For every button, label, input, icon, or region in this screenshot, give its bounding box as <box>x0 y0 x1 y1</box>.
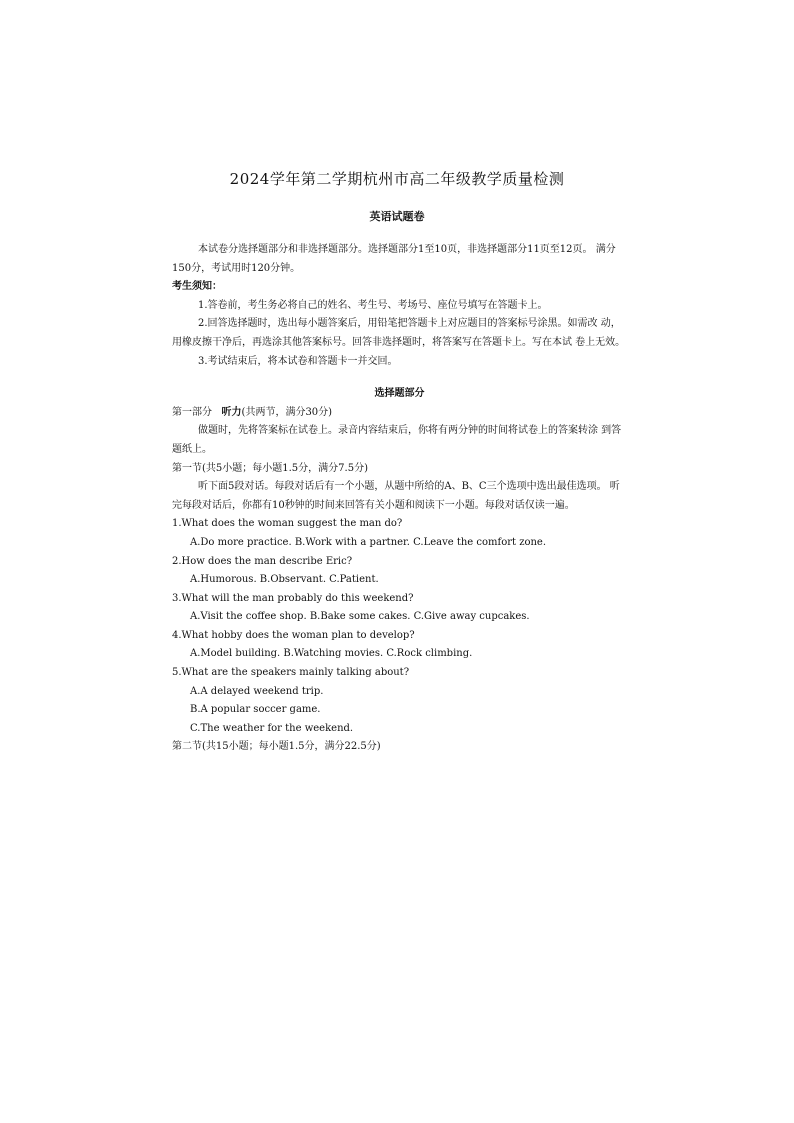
part1-suffix: (共两节，满分30分) <box>241 406 333 418</box>
question-options: A.Visit the coffee shop. B.Bake some cakes. C.Give away cupcakes. <box>190 611 530 623</box>
question-option-c: C.The weather for the weekend. <box>190 722 354 734</box>
part1-heading <box>172 404 627 423</box>
question-stem: 5.What are the speakers mainly talking about? <box>172 667 410 679</box>
question-options: A.Do more practice. B.Work with a partner. C.Leave the comfort zone. <box>190 536 547 548</box>
notice-item: 1.答卷前，考生务必将自己的姓名、考生号、考场号、座位号填写在答题卡上。 <box>198 299 548 311</box>
section1-heading: 第一节(共5小题；每小题1.5分，满分7.5分) <box>172 462 368 474</box>
notice-item: 3.考试结束后，将本试卷和答题卡一并交回。 <box>198 355 398 367</box>
question-options: A.Model building. B.Watching movies. C.Rock climbing. <box>190 648 473 660</box>
question-stem: 1.What does the woman suggest the man do? <box>172 518 403 530</box>
notice-heading: 考生须知： <box>172 281 222 293</box>
question-options: A.Humorous. B.Observant. C.Patient. <box>190 574 379 586</box>
section1-instructions: 听下面5段对话。每段对话后有一个小题，从题中所给的A、B、C三个选项中选出最佳选项。 听完每段对话后，你都有10秒钟的时间来回答有关小题和阅读下一小题。每段对话仅读一遍。 <box>172 481 620 511</box>
intro-paragraph: 本试卷分选择题部分和非选择题部分。选择题部分1至10页，非选择题部分11页至12页。 满分150分，考试用时120分钟。 <box>172 244 616 274</box>
part1-instructions: 做题时，先将答案标在试卷上。录音内容结束后，你将有两分钟的时间将试卷上的答案转涂 到答题纸上。 <box>172 425 622 455</box>
section-heading: 选择题部分 <box>374 388 425 400</box>
question-option-b: B.A popular soccer game. <box>190 704 321 716</box>
notice-item: 2.回答选择题时，选出每小题答案后，用铅笔把答题卡上对应题目的答案标号涂黑。如需改 动，用橡皮擦干净后，再选涂其他答案标号。回答非选择题时，将答案写在答题卡上。写在本试 卷上无效。 <box>172 318 626 348</box>
section2-heading: 第二节(共15小题；每小题1.5分，满分22.5分) <box>172 741 381 753</box>
question-option-a: A.A delayed weekend trip. <box>190 685 324 697</box>
question-stem: 3.What will the man probably do this weekend? <box>172 592 414 604</box>
part1-name: 听力 <box>221 406 242 418</box>
question-stem: 2.How does the man describe Eric? <box>172 555 353 567</box>
paper-subtitle: 英语试题卷 <box>369 210 425 223</box>
exam-body <box>172 241 627 757</box>
question-stem: 4.What hobby does the woman plan to develop? <box>172 629 415 641</box>
page-title: 2024学年第二学期杭州市高二年级教学质量检测 <box>229 170 565 188</box>
part1-prefix: 第一部分 <box>172 406 212 418</box>
